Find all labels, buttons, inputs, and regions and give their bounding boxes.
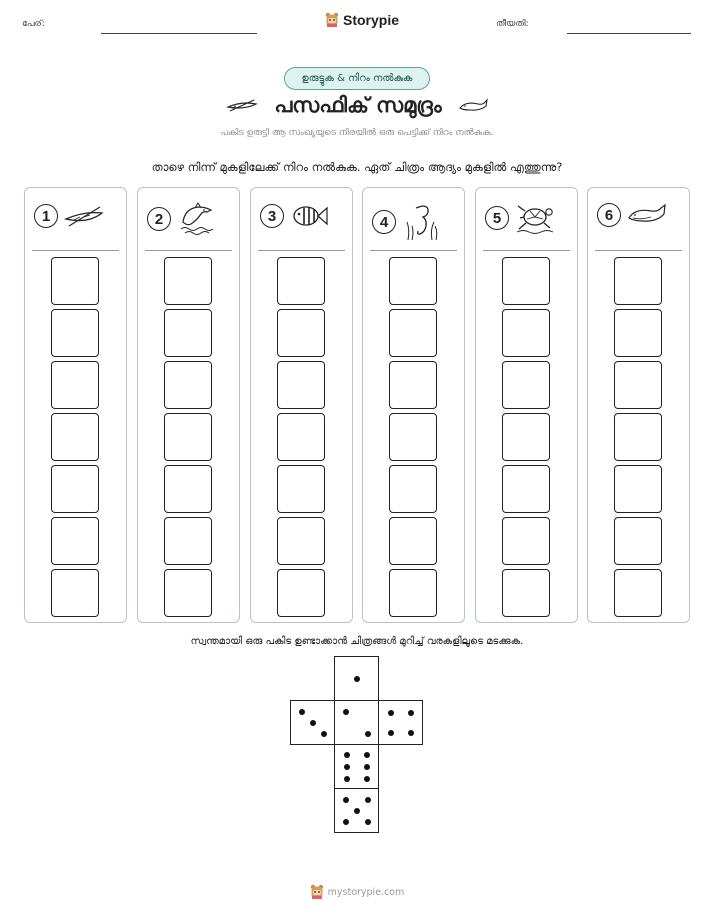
color-box[interactable] <box>51 413 99 461</box>
column-1 <box>24 187 127 623</box>
color-box[interactable] <box>389 361 437 409</box>
column-2 <box>137 187 240 623</box>
die-pip <box>343 797 349 803</box>
color-box[interactable] <box>389 413 437 461</box>
column-number: 2 <box>147 207 171 231</box>
column-divider <box>32 250 119 251</box>
die-pip <box>354 676 360 682</box>
die-face-6 <box>334 744 379 789</box>
color-box[interactable] <box>389 465 437 513</box>
color-box[interactable] <box>164 257 212 305</box>
die-pip <box>365 819 371 825</box>
die-pip <box>364 764 370 770</box>
footer-url[interactable]: mystorypie.com <box>327 886 405 898</box>
color-box[interactable] <box>51 309 99 357</box>
color-box[interactable] <box>389 257 437 305</box>
die-pip <box>364 752 370 758</box>
color-box[interactable] <box>164 309 212 357</box>
color-box[interactable] <box>614 465 662 513</box>
color-box[interactable] <box>389 569 437 617</box>
color-box[interactable] <box>614 517 662 565</box>
column-divider <box>145 250 232 251</box>
color-box[interactable] <box>164 465 212 513</box>
cut-instruction: സ്വന്തമായി ഒരു പകിട ഉണ്ടാക്കാൻ ചിത്രങ്ങൾ മുറിച്ച് വരകളിലൂടെ മടക്കുക. <box>190 636 524 647</box>
color-box[interactable] <box>389 517 437 565</box>
color-box[interactable] <box>164 569 212 617</box>
die-pip <box>364 776 370 782</box>
color-box[interactable] <box>277 257 325 305</box>
die-face-1 <box>334 656 379 701</box>
color-box[interactable] <box>389 309 437 357</box>
column-5 <box>475 187 578 623</box>
name-line[interactable] <box>101 33 257 34</box>
color-box[interactable] <box>164 361 212 409</box>
die-pip <box>388 710 394 716</box>
fish-icon <box>290 202 330 230</box>
column-divider <box>370 250 457 251</box>
column-divider <box>483 250 570 251</box>
die-pip <box>344 764 350 770</box>
whale-icon <box>458 98 488 114</box>
color-box[interactable] <box>502 257 550 305</box>
color-box[interactable] <box>51 465 99 513</box>
die-face-4 <box>378 700 423 745</box>
column-divider <box>595 250 682 251</box>
color-box[interactable] <box>614 569 662 617</box>
brand-name: Storypie <box>343 12 400 28</box>
color-box[interactable] <box>614 309 662 357</box>
sea-turtle-icon <box>515 202 555 234</box>
bear-mascot-icon <box>310 884 324 900</box>
die-pip <box>354 808 360 814</box>
page-title: പസഫിക് സമുദ്രം <box>274 93 442 117</box>
color-box[interactable] <box>614 361 662 409</box>
die-pip <box>344 776 350 782</box>
footer <box>0 884 714 900</box>
color-box[interactable] <box>277 465 325 513</box>
color-box[interactable] <box>502 309 550 357</box>
die-face-3 <box>290 700 335 745</box>
column-number: 4 <box>372 210 396 234</box>
color-box[interactable] <box>164 517 212 565</box>
die-face-5 <box>334 788 379 833</box>
date-label: തീയതി: <box>496 19 529 29</box>
whale-icon <box>627 202 667 228</box>
column-number: 3 <box>260 204 284 228</box>
die-pip <box>408 730 414 736</box>
instruction: താഴെ നിന്ന് മുകളിലേക്ക് നിറം നൽകുക. ഏത് ചിത്രം ആദ്യം മുകളിൽ എത്തുന്നു? <box>151 160 563 174</box>
die-pip <box>299 709 305 715</box>
column-number: 6 <box>597 203 621 227</box>
name-label: പേര്: <box>22 19 45 29</box>
column-6 <box>587 187 690 623</box>
kayak-icon <box>226 98 258 114</box>
bear-mascot-icon <box>325 12 339 28</box>
column-number: 1 <box>34 204 58 228</box>
subtitle: പകിട ഉരുട്ടി ആ സംഖ്യയുടെ നിരയിൽ ഒരു പെട്ടിക്ക് നിറം നൽകുക. <box>220 128 494 138</box>
die-pip <box>321 731 327 737</box>
die-pip <box>310 720 316 726</box>
column-4 <box>362 187 465 623</box>
color-box[interactable] <box>277 517 325 565</box>
column-divider <box>258 250 345 251</box>
date-line[interactable] <box>567 33 691 34</box>
column-number: 5 <box>485 206 509 230</box>
die-pip <box>365 731 371 737</box>
color-box[interactable] <box>277 361 325 409</box>
dolphin-icon <box>177 202 217 236</box>
color-box[interactable] <box>277 569 325 617</box>
color-box[interactable] <box>502 361 550 409</box>
storypie-logo <box>325 12 399 28</box>
color-box[interactable] <box>502 517 550 565</box>
kayak-icon <box>64 202 104 230</box>
die-pip <box>365 797 371 803</box>
die-pip <box>343 819 349 825</box>
column-3 <box>250 187 353 623</box>
color-box[interactable] <box>502 465 550 513</box>
die-pip <box>388 730 394 736</box>
seahorse-icon <box>402 202 442 242</box>
color-box[interactable] <box>614 257 662 305</box>
die-pip <box>343 709 349 715</box>
activity-badge: ഉരുട്ടുക & നിറം നൽകുക <box>284 67 430 90</box>
color-box[interactable] <box>51 517 99 565</box>
color-box[interactable] <box>51 361 99 409</box>
color-box[interactable] <box>502 413 550 461</box>
die-pip <box>344 752 350 758</box>
color-box[interactable] <box>277 309 325 357</box>
color-box[interactable] <box>51 257 99 305</box>
die-face-2 <box>334 700 379 745</box>
color-box[interactable] <box>51 569 99 617</box>
die-pip <box>408 710 414 716</box>
color-box[interactable] <box>502 569 550 617</box>
color-box[interactable] <box>277 413 325 461</box>
color-box[interactable] <box>164 413 212 461</box>
color-box[interactable] <box>614 413 662 461</box>
title-row <box>0 93 714 118</box>
